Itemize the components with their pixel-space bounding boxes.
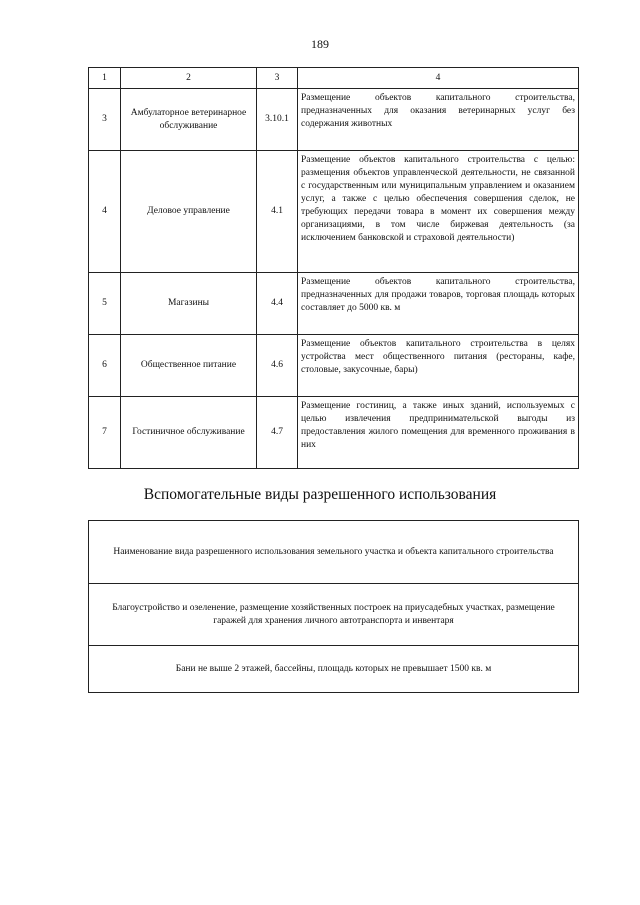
use-type-description: Размещение объектов капитального строительства в целях устройства мест общественного питания (рестораны, кафе, столовые, закусочные, бары) bbox=[298, 335, 579, 397]
section-title: Вспомогательные виды разрешенного использования bbox=[143, 486, 497, 503]
table-header-row bbox=[89, 521, 579, 584]
use-type-description: Размещение гостиниц, а также иных зданий, используемых с целью извлечения предпринимательской выгоды из предоставления жилого помещения для временного проживания в них bbox=[298, 397, 579, 469]
page-number: 189 bbox=[311, 37, 329, 51]
use-type-description: Размещение объектов капитального строительства, предназначенных для продажи товаров, торговая площадь которых составляет до 5000 кв. м bbox=[298, 273, 579, 335]
table-row bbox=[89, 584, 579, 646]
column-header: 3 bbox=[257, 68, 298, 89]
column-header: 4 bbox=[298, 68, 579, 89]
use-type-description: Размещение объектов капитального строительства с целью: размещения объектов управленческой деятельности, не связанной с государственным или муниципальным управлением и оказанием услуг, а также с целью обеспечения совершения сделок, не требующих передачи товара в момент их совершения между организациями, в том числе биржевая деятельность (за исключением банковской и страховой деятельности) bbox=[298, 151, 579, 273]
use-type-code: 3.10.1 bbox=[257, 89, 298, 151]
table-row bbox=[89, 397, 579, 469]
table-row bbox=[89, 151, 579, 273]
permitted-use-table bbox=[88, 67, 579, 469]
row-number: 7 bbox=[89, 397, 121, 469]
row-number: 5 bbox=[89, 273, 121, 335]
auxiliary-use-item: Бани не выше 2 этажей, бассейны, площадь которых не превышает 1500 кв. м bbox=[89, 646, 579, 693]
column-header: 2 bbox=[121, 68, 257, 89]
row-number: 3 bbox=[89, 89, 121, 151]
use-type-name: Общественное питание bbox=[121, 335, 257, 397]
use-type-name: Амбулаторное ветеринарное обслуживание bbox=[121, 89, 257, 151]
auxiliary-use-item: Благоустройство и озеленение, размещение хозяйственных построек на приусадебных участках, размещение гаражей для хранения личного автотранспорта и инвентаря bbox=[89, 584, 579, 646]
use-type-name: Деловое управление bbox=[121, 151, 257, 273]
row-number: 4 bbox=[89, 151, 121, 273]
use-type-code: 4.7 bbox=[257, 397, 298, 469]
table-row bbox=[89, 335, 579, 397]
auxiliary-use-table bbox=[88, 520, 579, 693]
table-row bbox=[89, 89, 579, 151]
use-type-code: 4.4 bbox=[257, 273, 298, 335]
use-type-description: Размещение объектов капитального строительства, предназначенных для оказания ветеринарных услуг без содержания животных bbox=[298, 89, 579, 151]
use-type-name: Магазины bbox=[121, 273, 257, 335]
auxiliary-header: Наименование вида разрешенного использования земельного участка и объекта капитального строительства bbox=[89, 521, 579, 584]
use-type-code: 4.1 bbox=[257, 151, 298, 273]
use-type-code: 4.6 bbox=[257, 335, 298, 397]
column-header: 1 bbox=[89, 68, 121, 89]
table-row bbox=[89, 646, 579, 693]
row-number: 6 bbox=[89, 335, 121, 397]
table-row bbox=[89, 273, 579, 335]
table-header-row bbox=[89, 68, 579, 89]
use-type-name: Гостиничное обслуживание bbox=[121, 397, 257, 469]
